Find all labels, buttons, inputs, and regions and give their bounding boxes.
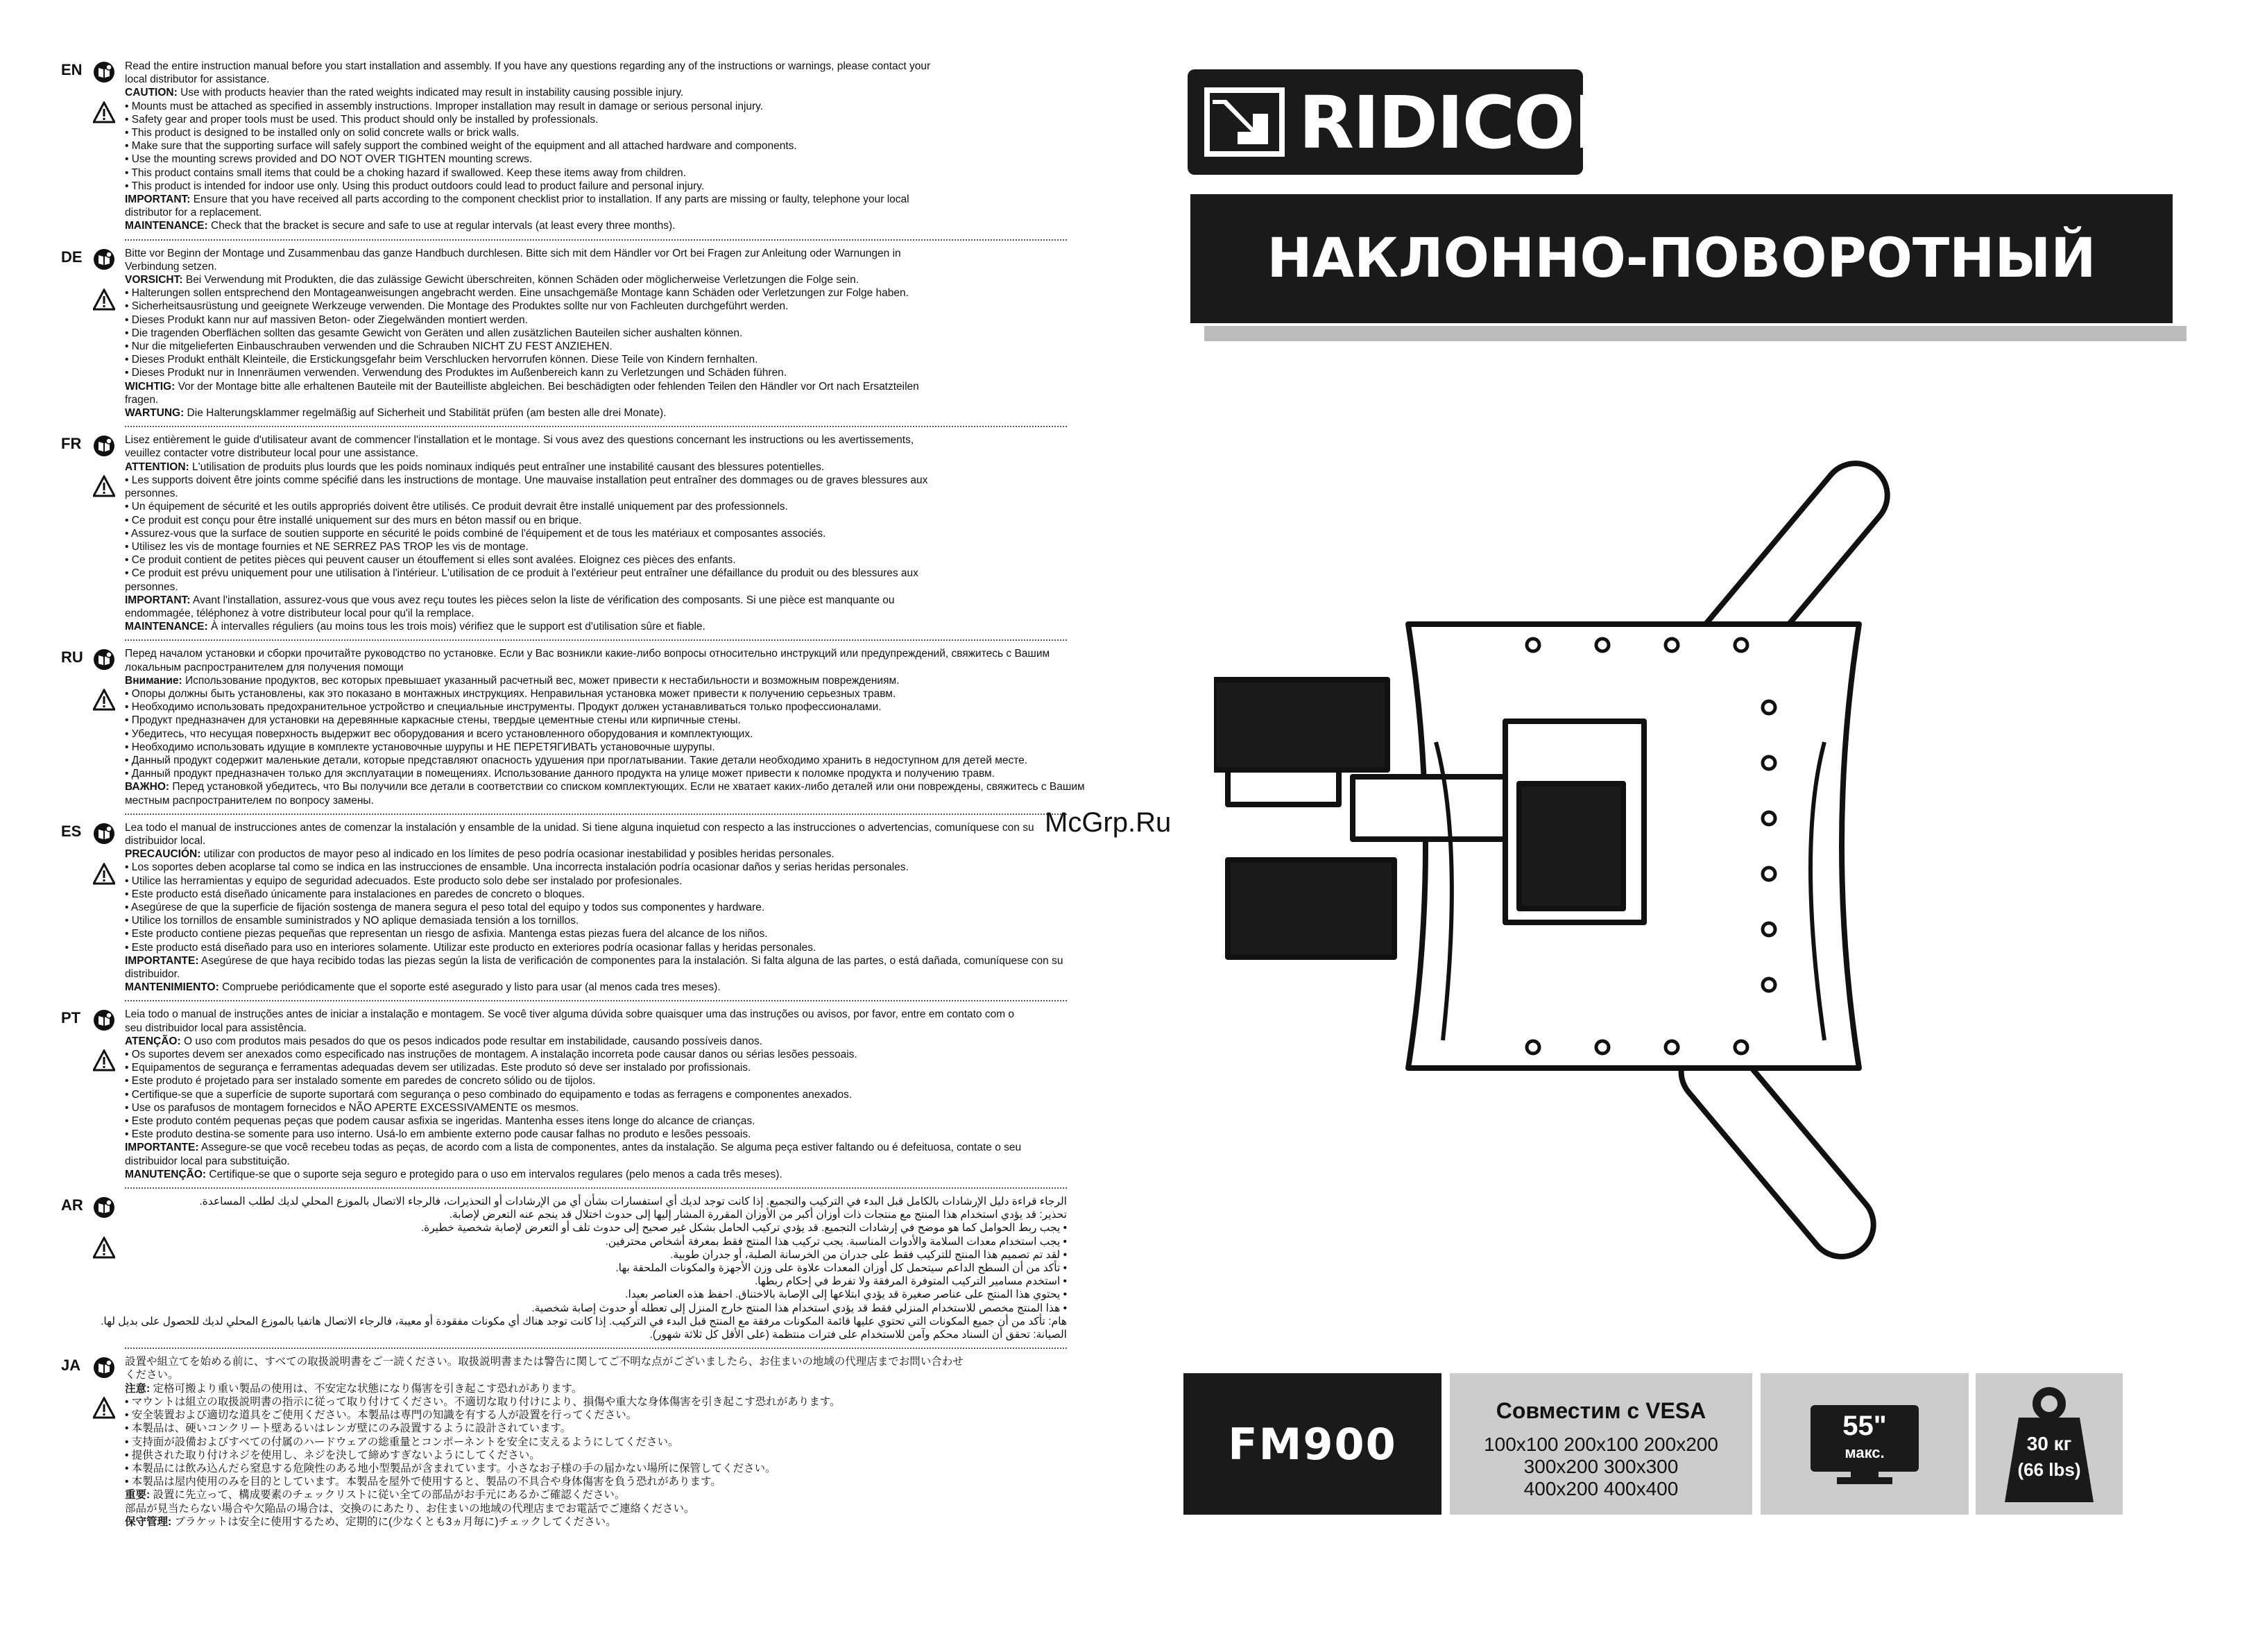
instruction-line: IMPORTANT: Ensure that you have received all parts according to the component checklist prior to installation. If any parts are missing or faulty, telephone your local (125, 193, 909, 206)
instruction-line: • Utilisez les vis de montage fournies et NE SERREZ PAS TROP les vis de montage. (125, 540, 529, 553)
instruction-line: • Este producto contiene piezas pequeñas que representan un riesgo de asfixia. Mantenga estas piezas fuera del alcance de los niños. (125, 928, 768, 940)
warning-icon (93, 689, 115, 711)
instruction-line: • يحتوي هذا المنتج على عناصر صغيرة قد يؤدي ابتلاعها إلى الإصابة بالاختناق. احفظ هذه العناصر بعيدا. (625, 1289, 1067, 1301)
instruction-line: تحذير: قد يؤدي استخدام هذا المنتج مع منتجات ذات أوزان أكبر من الأوزان المقررة المشار إليها إلى حدوث اختلال قد ينجم عنه التعرض لإصابة. (449, 1209, 1067, 1221)
max-screen-box (1761, 1373, 1969, 1515)
vesa-sizes-line: 100x100 200x100 200x200 (1484, 1434, 1718, 1455)
instruction-line: WICHTIG: Vor der Montage bitte alle erhaltenen Bauteile mit der Bauteilliste abgleichen. Bei beschädigten oder fehlenden Teilen den Händler vor Ort nach Ersatzteilen (125, 380, 919, 393)
section-de (61, 247, 1067, 420)
instruction-line: ATTENTION: L'utilisation de produits plus lourds que les poids nominaux indiqués peut entraîner une instabilité causant des blessures potentielles. (125, 461, 825, 473)
title-shadow (1204, 326, 2187, 341)
instruction-line: MANTENIMIENTO: Compruebe periódicamente que el soporte esté asegurado y listo para usar (al menos cada tres meses). (125, 981, 721, 994)
instruction-line: • 本製品には飲み込んだら窒息する危険性のある地小型製品が含まれています。小さなお子様の手の届かない場所に保管してください。 (125, 1462, 776, 1474)
read-manual-icon (93, 61, 115, 83)
instruction-line: • Ce produit est conçu pour être installé uniquement sur des murs en béton massif ou en brique. (125, 514, 582, 526)
instruction-line: • Продукт предназначен для установки на деревянные каркасные стены, твердые цементные стены или кирпичные стены. (125, 714, 741, 727)
product-type-banner (1190, 194, 2173, 323)
instruction-line: distributor for a replacement. (125, 207, 262, 219)
warning-icon (93, 1397, 115, 1419)
instruction-line: ВАЖНО: Перед установкой убедитесь, что Вы получили все детали в соответствии со списком комплектующих. Если не хватает каких-либо деталей или они повреждены, свяжитесь с Вашим (125, 781, 1085, 793)
instruction-line: • Sicherheitsausrüstung und geeignete Werkzeuge verwenden. Die Montage des Produktes sollte nur von Fachleuten durchgeführt werden. (125, 300, 789, 313)
section-divider (125, 1000, 1067, 1001)
section-fr (61, 433, 1067, 633)
instruction-line: WARTUNG: Die Halterungsklammer regelmäßig auf Sicherheit und Stabilität prüfen (am besten alle drei Monate). (125, 407, 667, 420)
instruction-line: • This product contains small items that could be a choking hazard if swallowed. Keep these items away from children. (125, 166, 686, 179)
instruction-line: Lea todo el manual de instrucciones antes de comenzar la instalación y ensamble de la unidad. Si tiene alguna inquietud con respecto a las instrucciones o advertencias, comuníquese con su (125, 821, 1034, 834)
instruction-line: • يجب ربط الحوامل كما هو موضح في إرشادات التجميع. قد يؤدي تركيب الحامل بشكل غير صحيح إلى حدوث تلف أو التعرض لإصابة شخصية خطيرة. (420, 1222, 1067, 1234)
instruction-line: ATENÇÃO: O uso com produtos mais pesados do que os pesos indicados pode resultar em instabilidade, causando possíveis danos. (125, 1035, 763, 1047)
instruction-line: Lisez entièrement le guide d'utilisateur avant de commencer l'installation et le montage. Si vous avez des questions concernant les instructions ou les avertissements, (125, 434, 914, 447)
instruction-line: • Use the mounting screws provided and DO NOT OVER TIGHTEN mounting screws. (125, 153, 533, 166)
max-weight-lbs: (66 lbs) (2017, 1459, 2081, 1480)
section-divider (125, 1187, 1067, 1189)
instruction-line: PRECAUCIÓN: utilizar con productos de mayor peso al indicado en los límites de peso podría ocasionar inestabilidad y posibles heridas personales. (125, 848, 835, 861)
instruction-line: • Необходимо использовать идущие в комплекте установочные шурупы и НЕ ПЕРЕТЯГИВАТЬ установочные шурупы. (125, 741, 715, 753)
brand-logo (1188, 69, 1633, 175)
instruction-line: هام: تأكد من أن جميع المكونات التي تحتوي عليها قائمة المكونات مرفقة مع المنتج قبل البدء في التركيب. إذا كانت توجد هناك أي مكونات مفقودة أو معيبة، فالرجاء الاتصال هاتفيا بالموزع المحلي لديك للحصول على بديل لها. (101, 1315, 1067, 1327)
instruction-line: • تأكد من أن السطح الداعم سيتحمل كل أوزان المعدات علاوة على وزن الأجهزة والمكونات الملحقة بها. (615, 1262, 1067, 1275)
max-weight-box (1976, 1373, 2123, 1515)
read-manual-icon (93, 823, 115, 845)
instruction-line: • Certifique-se que a superfície de suporte suportará com segurança o peso combinado do equipamento e todas as ferragens e componentes anexados. (125, 1088, 853, 1101)
instruction-line: локальным распространителем для получения помощи (125, 661, 404, 673)
instruction-line: distribuidor. (125, 968, 180, 980)
instruction-line: • 本製品は、硬いコンクリート壁あるいはレンガ壁にのみ設置するように設計されています。 (125, 1422, 572, 1435)
instruction-line: distribuidor local. (125, 834, 206, 847)
instruction-line: • Utilice las herramientas y equipo de seguridad adecuados. Este producto solo debe ser instalado por profesionales. (125, 875, 683, 887)
instruction-line: • 提供された取り付けネジを使用し、ネジを決して締めすぎないようにしてください。 (125, 1449, 540, 1461)
instruction-line: • Необходимо использовать предохранительное устройство и специальные инструменты. Продукт должен устанавливаться только профессионалами. (125, 701, 882, 714)
model-number: FM900 (1228, 1419, 1397, 1470)
instruction-line: Bitte vor Beginn der Montage und Zusammenbau das ganze Handbuch durchlesen. Bitte sich mit dem Händler vor Ort bei Fragen zur Anleitung oder Warnungen in (125, 247, 901, 259)
instruction-line: • 本製品は屋内使用のみを目的としています。本製品を屋外で使用すると、製品の不具合や身体傷害を負う恐れがあります。 (125, 1476, 721, 1488)
read-manual-icon (93, 1357, 115, 1379)
tilt-head-inner (1519, 784, 1623, 909)
read-manual-icon (93, 248, 115, 270)
section-en (61, 60, 1067, 233)
instruction-line: MAINTENANCE: Check that the bracket is secure and safe to use at regular intervals (at least every three months). (125, 220, 676, 232)
instruction-line: • هذا المنتج مخصص للاستخدام المنزلي فقط قد يؤدي استخدام هذا المنتج خارج المنزل إلى تعطله أو حدوث إصابة شخصية. (531, 1302, 1067, 1314)
brand-name: RIDICON (1299, 80, 1633, 165)
instruction-line: Verbindung setzen. (125, 260, 217, 273)
language-code: DE (61, 248, 83, 266)
section-es (61, 821, 1067, 995)
instruction-line: • This product is intended for indoor use only. Using this product outdoors could lead to product failure and personal injury. (125, 180, 705, 192)
instruction-line: personnes. (125, 488, 178, 500)
instruction-line: • استخدم مسامير التركيب المتوفرة المرفقة ولا تفرط في إحكام ربطها. (754, 1275, 1067, 1288)
instruction-line: CAUTION: Use with products heavier than the rated weights indicated may result in instability causing possible injury. (125, 87, 684, 99)
vesa-heading: Совместим с VESA (1496, 1398, 1706, 1423)
instruction-line: • Данный продукт содержит маленькие детали, которые представляют опасность удушения при проглатывании. Такие детали необходимо хранить в недоступном для детей месте. (125, 754, 1028, 766)
instruction-line: • Los soportes deben acoplarse tal como se indica en las instrucciones de ensamble. Una incorrecta instalación podría ocasionar daños y serias heridas personales. (125, 861, 909, 874)
instruction-line: • Dieses Produkt nur in Innenräumen verwenden. Verwendung des Produktes im Außenbereich kann zu Verletzungen und Schäden führen. (125, 367, 787, 379)
instruction-line: 保守管理: ブラケットは安全に使用するため、定期的に(少なくとも3ヵ月毎に)チェックしてください。 (125, 1515, 617, 1528)
max-weight-kg: 30 кг (2026, 1433, 2072, 1454)
instruction-line: Read the entire instruction manual before you start installation and assembly. If you have any questions regarding any of the instructions or warnings, please contact your (125, 60, 931, 72)
instruction-line: • Ce produit contient de petites pièces qui peuvent causer un étouffement si elles sont avalées. Eloignez ces pièces des enfants. (125, 554, 736, 567)
instruction-line: • Les supports doivent être joints comme spécifié dans les instructions de montage. Une mauvaise installation peut entraîner des dommages ou de graves blessures aux (125, 474, 928, 486)
language-code: RU (61, 648, 83, 666)
warning-icon (93, 1049, 115, 1072)
instruction-line: • Die tragenden Oberflächen sollten das gesamte Gewicht von Geräten und allen zusätzlichen Bauteilen sicher aushalten können. (125, 327, 743, 339)
vesa-box (1450, 1373, 1752, 1515)
instruction-line: IMPORTANT: Avant l'installation, assurez-vous que vous avez reçu toutes les pièces selon la liste de vérification des composants. Si une pièce est manquante ou (125, 594, 895, 606)
read-manual-icon (93, 1196, 115, 1219)
instruction-line: MANUTENÇÃO: Certifique-se que o suporte seja seguro e protegido para o uso em intervalos regulares (pelo menos a cada três meses). (125, 1168, 782, 1180)
instruction-line: • Убедитесь, что несущая поверхность выдержит вес оборудования и всего установленного оборудования и комплектующих. (125, 728, 753, 740)
section-ru (61, 647, 1085, 807)
tv-mount-illustration (1214, 416, 2046, 1262)
language-code: FR (61, 435, 82, 453)
instruction-line: endommagée, téléphonez à votre distributeur local pour qu'il la remplace. (125, 607, 474, 619)
language-code: EN (61, 61, 83, 78)
wall-arm-top (1214, 680, 1387, 770)
section-ar (61, 1195, 1067, 1341)
instruction-line: • Dieses Produkt enthält Kleinteile, die Erstickungsgefahr beim Verschlucken hervorrufen können. Diese Teile von Kindern fernhalten. (125, 354, 758, 366)
warning-icon (93, 863, 115, 885)
instruction-line: MAINTENANCE: À intervalles réguliers (au moins tous les trois mois) vérifiez que le support est d'utilisation sûre et fiable. (125, 621, 705, 633)
instruction-line: • Ce produit est prévu uniquement pour une utilisation à l'intérieur. L'utilisation de ce produit à l'extérieur peut entraîner une défaillance du produit ou des blessures aux (125, 567, 918, 580)
section-ja (61, 1355, 1067, 1529)
instruction-line: • マウントは組立の取扱説明書の指示に従って取り付けてください。不適切な取り付けにより、損傷や重大な身体傷害を引き起こす恐れがあります。 (125, 1395, 841, 1408)
instruction-line: fragen. (125, 393, 159, 406)
instructions-column (61, 60, 1085, 1529)
model-box (1183, 1373, 1441, 1515)
instruction-line: ください。 (125, 1369, 179, 1382)
section-divider (125, 239, 1067, 241)
section-divider (125, 814, 1067, 815)
instruction-line: distribuidor local para substituição. (125, 1155, 290, 1167)
wall-arm-bottom (1228, 860, 1394, 957)
section-divider (125, 639, 1067, 641)
instruction-line: • 支持面が設備およびすべての付属のハードウェアの総重量とコンポーネントを安全に支えるようにしてください。 (125, 1436, 679, 1448)
read-manual-icon (93, 1009, 115, 1031)
warning-icon (93, 1237, 115, 1259)
instruction-line: • Este producto está diseñado para uso en interiores solamente. Utilizar este producto en exteriores podría ocasionar fallas y heridas personales. (125, 941, 816, 954)
instruction-line: IMPORTANTE: Asegúrese de que haya recibido todas las piezas según la lista de verificación de componentes para la instalación. Si falta alguna de las partes, o está dañada, comuníquese con su (125, 954, 1063, 967)
instruction-line: 設置や組立てを始める前に、すべての取扱説明書をご一読ください。取扱説明書または警告に関してご不明な点がございましたら、お住まいの地域の代理店までお問い合わせ (125, 1356, 964, 1368)
instruction-line: • Опоры должны быть установлены, как это показано в монтажных инструкциях. Неправильная установка может привести к получению серьезных травм. (125, 687, 896, 700)
instruction-line: VORSICHT: Bei Verwendung mit Produkten, die das zulässige Gewicht überschreiten, können Schäden oder möglicherweise Verletzungen die Folge sein. (125, 274, 859, 286)
section-divider (125, 1348, 1067, 1349)
instruction-line: • Este produto é projetado para ser instalado somente em paredes de concreto sólido ou de tijolos. (125, 1075, 596, 1087)
instruction-line: personnes. (125, 580, 178, 593)
instruction-line: • يجب استخدام معدات السلامة والأدوات المناسبة. يجب تركيب هذا المنتج فقط بمعرفة أشخاص محترفين. (605, 1235, 1067, 1248)
language-code: JA (61, 1357, 81, 1375)
instruction-line: local distributor for assistance. (125, 74, 270, 86)
instruction-line: • Mounts must be attached as specified in assembly instructions. Improper installation may result in damage or serious personal injury. (125, 100, 764, 112)
instruction-line: • Este produto contém pequenas peças que podem causar asfixia se ingeridas. Mantenha esses itens longe do alcance de crianças. (125, 1115, 755, 1128)
instruction-line: IMPORTANTE: Assegure-se que você recebeu todas as peças, de acordo com a lista de componentes, antes da instalação. Se alguma peça estiver faltando ou é defeituosa, contate o seu (125, 1142, 1022, 1154)
instruction-line: الرجاء قراءة دليل الإرشادات بالكامل قبل البدء في التركيب والتجميع. إذا كانت توجد لديك أي استفسارات بشأن أي من الإرشادات أو التحذيرات، فالرجاء الاتصال بالموزع المحلي لديك لطلب المساعدة. (199, 1196, 1067, 1208)
ridicon-logo-icon (1203, 86, 1286, 158)
language-code: AR (61, 1196, 83, 1214)
vesa-sizes-line: 400x200 400x400 (1523, 1478, 1679, 1499)
read-manual-icon (93, 648, 115, 671)
max-screen-size: 55" (1842, 1411, 1887, 1441)
language-code: PT (61, 1009, 81, 1027)
instruction-line: Leia todo o manual de instruções antes de iniciar a instalação e montagem. Se você tiver alguma dúvida sobre quaisquer uma das instruções ou avisos, por favor, entre em contato com o (125, 1008, 1015, 1021)
instruction-line: • Nur die mitgelieferten Einbauschrauben verwenden und die Schrauben NICHT ZU FEST ANZIEHEN. (125, 341, 613, 353)
instruction-line: • Un équipement de sécurité et les outils appropriés doivent être utilisés. Ce produit devrait être installé uniquement par des professionnels. (125, 501, 788, 513)
instruction-line: • Use os parafusos de montagem fornecidos e NÃO APERTE EXCESSIVAMENTE os mesmos. (125, 1101, 579, 1114)
instruction-line: местным распространителем по вопросу замены. (125, 794, 374, 807)
instruction-line: • Asegúrese de que la superficie de fijación sostenga de manera segura el peso total del equipo y todos sus componentes y hardware. (125, 901, 765, 913)
warning-icon (93, 289, 115, 311)
instruction-line: Внимание: Использование продуктов, вес которых превышает указанный расчетный вес, может привести к нестабильности и возможным повреждениям. (125, 674, 900, 687)
max-screen-label: макс. (1845, 1444, 1885, 1461)
instruction-line: • Este produto destina-se somente para uso interno. Usá-lo em ambiente externo pode causar falhas no produto e lesões pessoais. (125, 1128, 751, 1141)
warning-icon (93, 475, 115, 497)
instruction-line: • 安全装置および適切な道具をご使用ください。本製品は専門の知識を有する人が設置を行ってください。 (125, 1409, 637, 1422)
read-manual-icon (93, 435, 115, 457)
instruction-line: veuillez contacter votre distributeur local pour une assistance. (125, 447, 419, 460)
instruction-line: الصيانة: تحقق أن السناد محكم وآمن للاستخدام على فترات منتظمة (على الأقل كل ثلاثة شهور). (649, 1329, 1067, 1341)
vesa-sizes-line: 300x200 300x300 (1523, 1456, 1679, 1477)
instruction-line: • لقد تم تصميم هذا المنتج للتركيب فقط على جدران من الخرسانة الصلبة، أو جدران طوبية. (670, 1248, 1067, 1261)
language-code: ES (61, 822, 82, 840)
instruction-line: seu distribuidor local para assistência. (125, 1022, 307, 1034)
instruction-line: • Dieses Produkt kann nur auf massiven Beton- oder Ziegelwänden montiert werden. (125, 313, 528, 326)
instruction-line: • Este producto está diseñado únicamente para instalaciones en paredes de concreto o bloques. (125, 888, 585, 900)
instruction-line: 重要: 設置に先立って、構成要素のチェックリストに従い全ての部品がお手元にあるかご確認ください。 (125, 1489, 626, 1502)
section-pt (61, 1008, 1067, 1181)
instruction-line: • Данный продукт предназначен только для эксплуатации в помещениях. Использование данного продукта на улице может привести к поломке продукта и получению травм. (125, 768, 995, 780)
instruction-line: 注意: 定格可搬より重い製品の使用は、不安定な状態になり傷害を引き起こす恐れがあります。 (125, 1382, 583, 1395)
instruction-line: Перед началом установки и сборки прочитайте руководство по установке. Если у Вас возникли какие-либо вопросы относительно инструкций или предупреждений, свяжитесь с Вашим (125, 648, 1050, 660)
instruction-line: • Utilice los tornillos de ensamble suministrados y NO aplique demasiada tensión a los tornillos. (125, 915, 579, 927)
instruction-line: 部品が見当たらない場合や欠陥品の場合は、交換のにあたり、お住まいの地域の代理店までお電話でご連絡ください。 (125, 1502, 695, 1515)
watermark: McGrp.Ru (1045, 807, 1172, 838)
section-divider (125, 426, 1067, 427)
instruction-line: • Assurez-vous que la surface de soutien supporte en sécurité le poids combiné de l'équipement et de tous les matériaux et composantes associés. (125, 527, 826, 540)
instruction-line: • Equipamentos de segurança e ferramentas adequadas devem ser utilizadas. Este produto só deve ser instalado por profissionais. (125, 1062, 751, 1074)
product-type-title: НАКЛОННО-ПОВОРОТНЫЙ (1267, 227, 2096, 290)
instruction-line: • This product is designed to be installed only on solid concrete walls or brick walls. (125, 127, 520, 139)
instruction-line: • Make sure that the supporting surface will safely support the combined weight of the equipment and all attached hardware and components. (125, 140, 797, 153)
warning-icon (93, 101, 115, 123)
instruction-line: • Halterungen sollen entsprechend den Montageanweisungen angebracht werden. Eine unsachgemäße Montage kann Schäden oder Verletzungen zur Folge haben. (125, 287, 909, 300)
instruction-line: • Safety gear and proper tools must be used. This product should only be installed by professionals. (125, 113, 599, 126)
instruction-line: • Os suportes devem ser anexados como especificado nas instruções de montagem. A instalação incorreta pode causar danos ou sérias lesões pessoais. (125, 1049, 857, 1061)
